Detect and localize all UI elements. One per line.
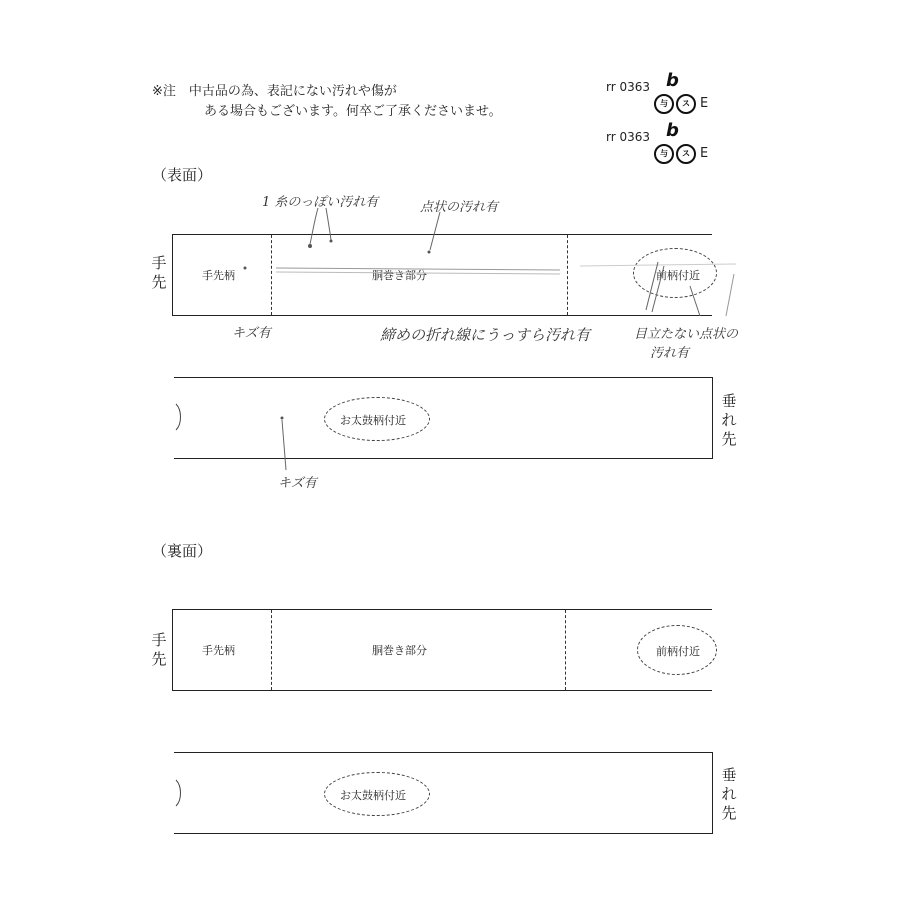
annotation-inconspicuous-2: 汚れ有 bbox=[650, 346, 690, 361]
annotation-dot-stain: 点状の汚れ有 bbox=[420, 200, 499, 215]
annotation-inconspicuous-1: 目立たない点状の bbox=[634, 327, 739, 342]
annotation-fold-line-stain: 締めの折れ線にうっすら汚れ有 bbox=[380, 326, 591, 344]
back-section-label: （裏面） bbox=[152, 542, 213, 560]
grade-letter: E bbox=[700, 96, 709, 111]
back-part-otaiko: お太鼓柄付近 bbox=[340, 789, 406, 802]
front-section-label: （表面） bbox=[152, 166, 213, 184]
grade-stamp-2: ス bbox=[676, 144, 696, 164]
note-line-2: ある場合もございます。何卒ご了承くださいませ。 bbox=[204, 104, 502, 119]
back-strip1-side-label: 手先 bbox=[151, 631, 167, 668]
grade-letter: E bbox=[700, 146, 709, 161]
front-part-tesaki-gara: 手先柄 bbox=[202, 269, 235, 282]
item-code-text: rr 0363 bbox=[606, 130, 651, 144]
note-line-1: ※注 中古品の為、表記にない汚れや傷が bbox=[152, 84, 397, 99]
front-strip1-side-label: 手先 bbox=[151, 254, 167, 291]
grade-mark-b: b bbox=[666, 120, 679, 141]
front-strip2-side-label: 垂れ先 bbox=[721, 392, 737, 448]
grade-mark-b: b bbox=[666, 70, 679, 91]
annotation-scratch-tare: キズ有 bbox=[278, 476, 317, 491]
front-part-maegara: 前柄付近 bbox=[656, 269, 700, 282]
front-part-dougimaki: 胴巻き部分 bbox=[372, 269, 427, 282]
grade-stamp-1: 与 bbox=[654, 144, 674, 164]
grade-stamp-1: 与 bbox=[654, 94, 674, 114]
item-code-text: rr 0363 bbox=[606, 80, 651, 94]
annotation-scratch-tesaki: キズ有 bbox=[232, 326, 271, 341]
back-part-maegara: 前柄付近 bbox=[656, 645, 700, 658]
back-part-dougimaki: 胴巻き部分 bbox=[372, 644, 427, 657]
back-strip2-side-label: 垂れ先 bbox=[721, 766, 737, 822]
back-part-tesaki-gara: 手先柄 bbox=[202, 644, 235, 657]
front-part-otaiko: お太鼓柄付近 bbox=[340, 414, 406, 427]
annotation-thread-stain: 1 糸のっぽい汚れ有 bbox=[262, 195, 379, 210]
grade-stamp-2: ス bbox=[676, 94, 696, 114]
